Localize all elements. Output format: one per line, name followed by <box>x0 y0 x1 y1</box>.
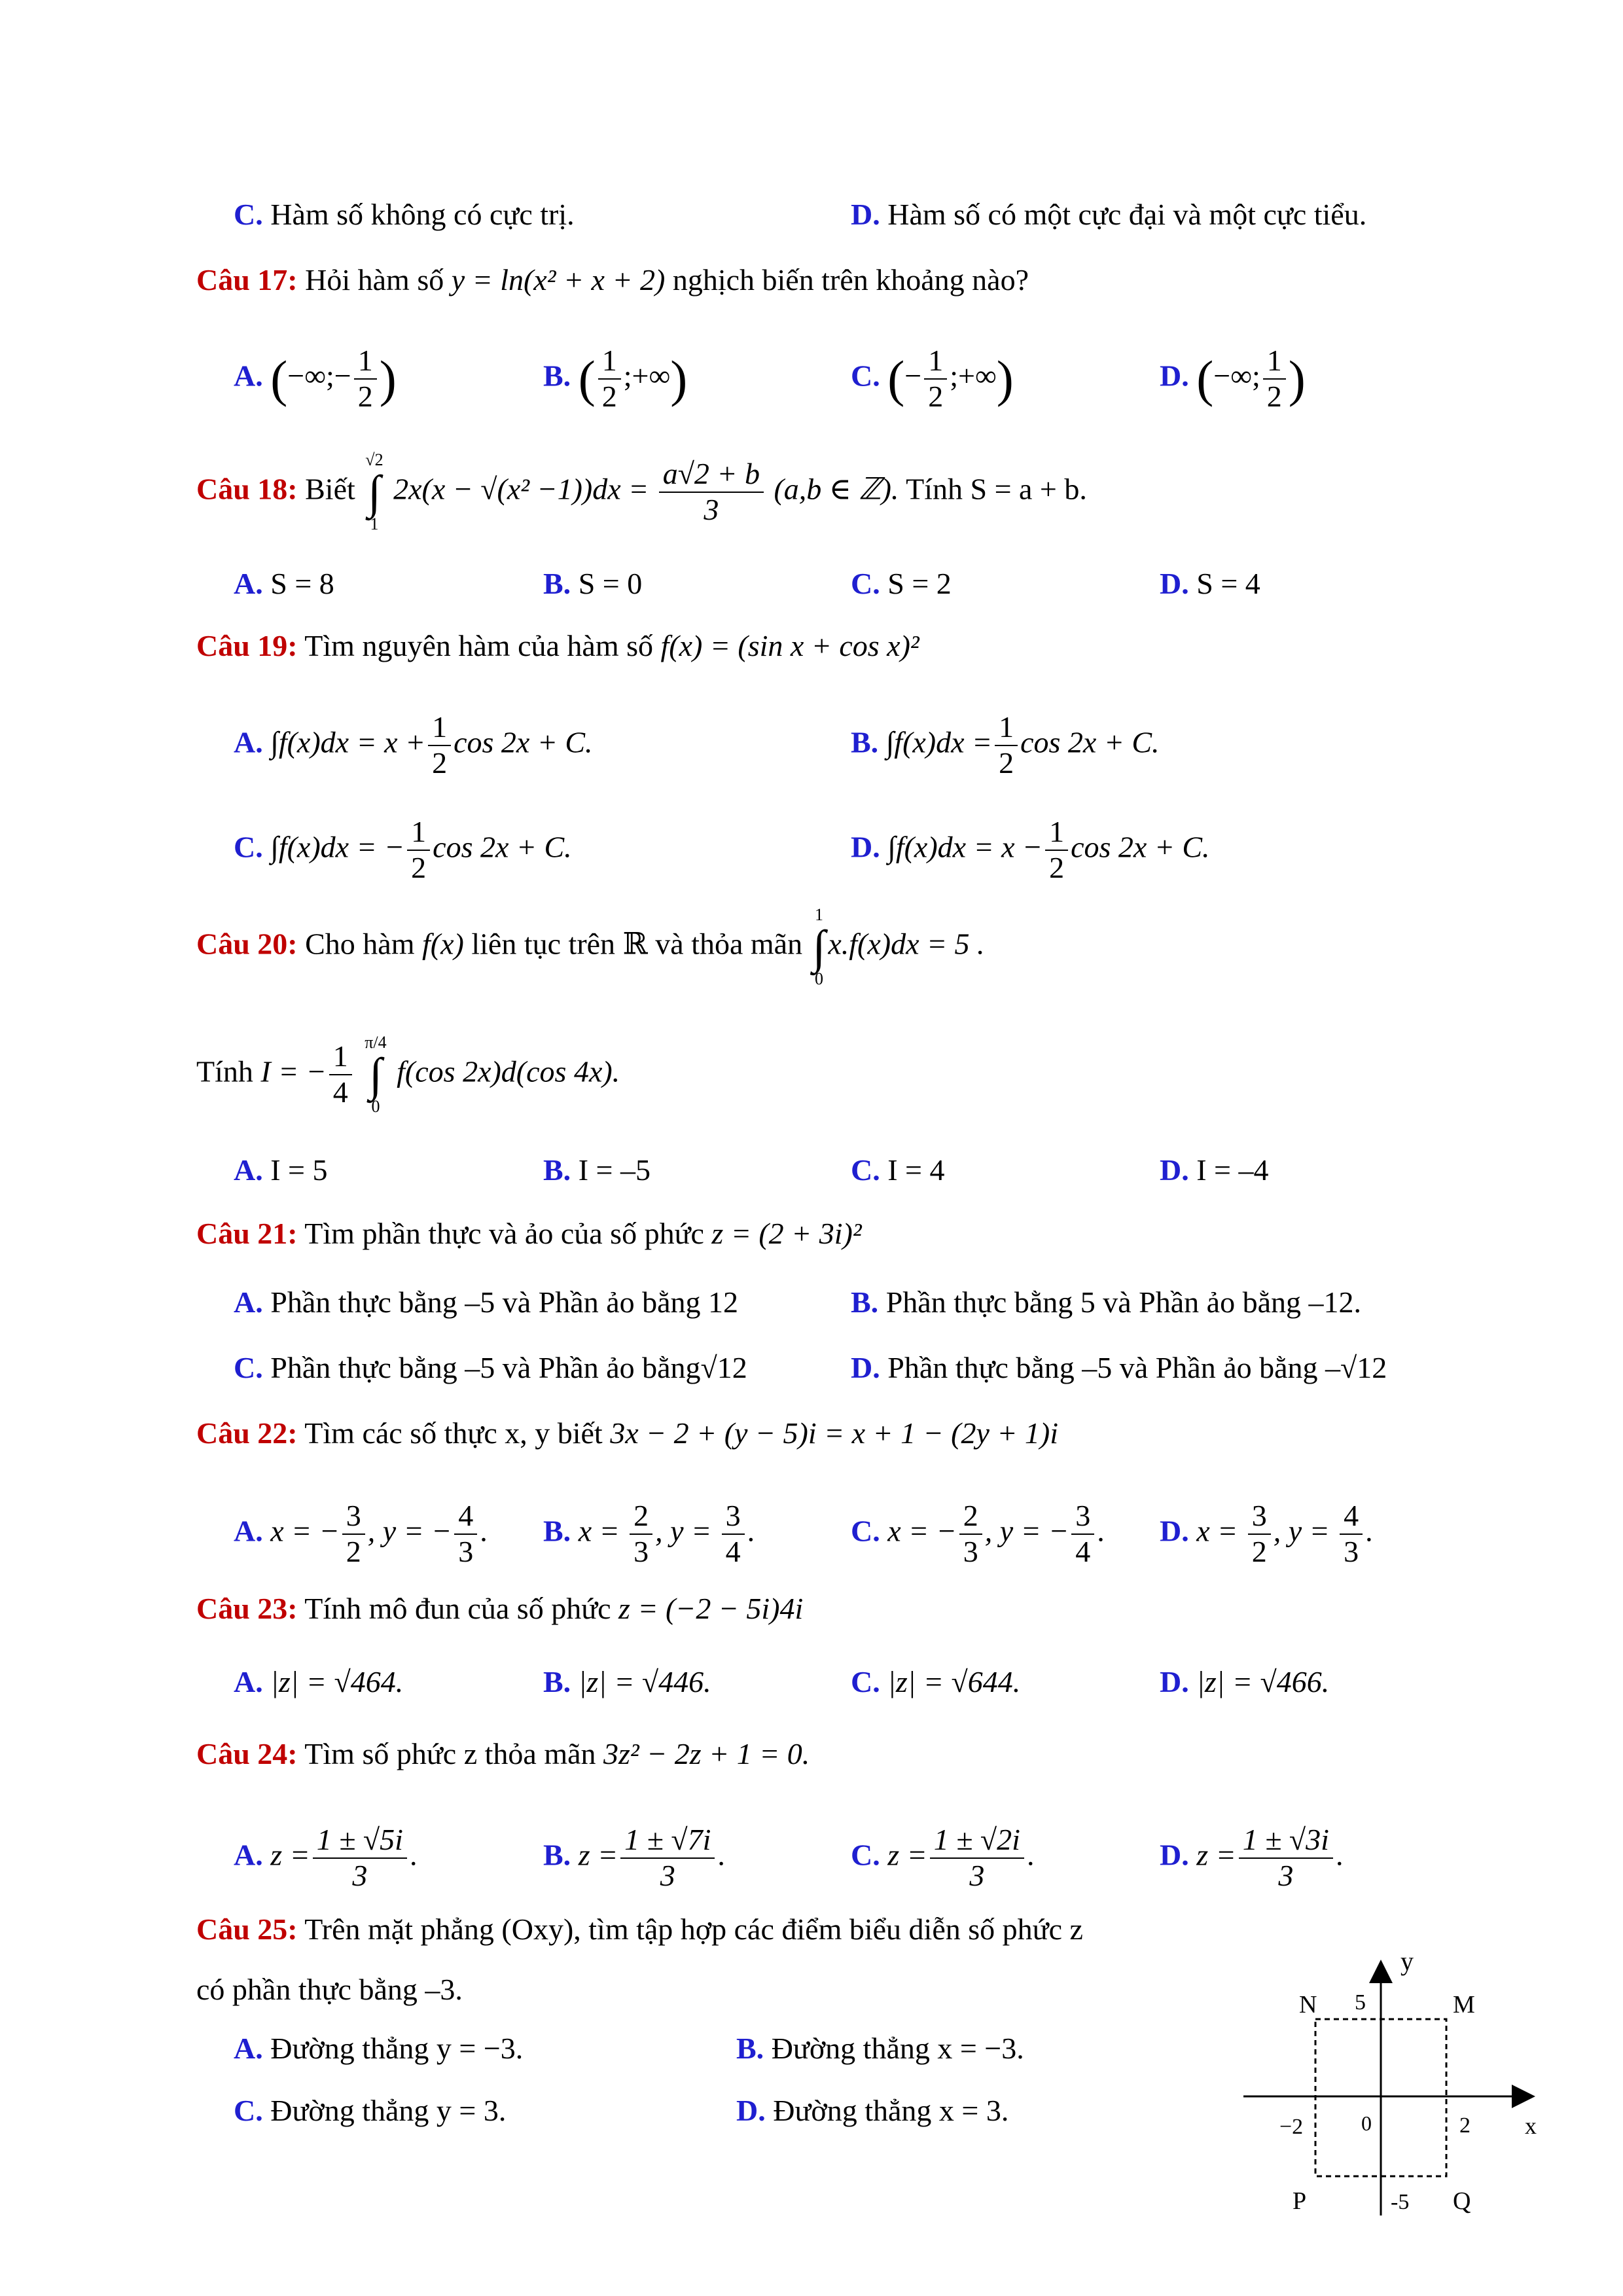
tick-neg-2: −2 <box>1279 2115 1304 2139</box>
point-m: M <box>1453 1991 1475 2018</box>
q24-option-b: B. z = $\frac{1 \pm √7i}{3}$ . <box>543 1823 725 1892</box>
q23-option-d: D. |z| = √466. <box>1160 1665 1330 1698</box>
q17-stem: Câu 17: Hỏi hàm số y = ln(x² + x + 2) nghịch biến trên khoảng nào? <box>196 263 1029 296</box>
q16-option-d: D. Hàm số có một cực đại và một cực tiểu. <box>851 198 1367 231</box>
q24-option-c: C. z = $\frac{1 \pm √2i}{3}$ . <box>851 1823 1035 1892</box>
q17-option-a: A. (−∞;− $\frac{1}{2}$ ) <box>234 344 397 413</box>
q16-option-c: C. Hàm số không có cực trị. <box>234 198 575 231</box>
point-q: Q <box>1453 2187 1471 2215</box>
q20-option-a: A. I = 5 <box>234 1153 328 1187</box>
q23-option-c: C. |z| = √644. <box>851 1665 1021 1698</box>
q21-option-b: B. Phần thực bằng 5 và Phần ảo bằng –12. <box>851 1285 1361 1319</box>
q23-option-a: A. |z| = √464. <box>234 1665 404 1698</box>
q18-stem: Câu 18: Biết √2 ∫ 1 2x(x − √(x² −1))dx = $\frac{a√2 + b}{3}$ (a,b ∈ ℤ). Tính S = a + b. <box>196 450 1087 533</box>
q20-compute: Tính I = − $\frac{1}{4}$ π/4 ∫ 0 f(cos 2x)d(cos 4x). <box>196 1033 620 1116</box>
q18-option-b: B. S = 0 <box>543 567 643 600</box>
q25-option-b: B. Đường thẳng x = −3. <box>736 2032 1024 2065</box>
point-p: P <box>1293 2187 1307 2215</box>
q21-option-a: A. Phần thực bằng –5 và Phần ảo bằng 12 <box>234 1285 739 1319</box>
origin: 0 <box>1361 2111 1372 2135</box>
x-axis-label: x <box>1525 2113 1537 2139</box>
q23-stem: Câu 23: Tính mô đun của số phức z = (−2 − 5i)4i <box>196 1592 804 1625</box>
q20-option-c: C. I = 4 <box>851 1153 945 1187</box>
q17-option-c: C. (− $\frac{1}{2}$ ;+∞) <box>851 344 1014 413</box>
q22-option-d: D. x = $\frac{3}{2}$ , y = $\frac{4}{3}$ . <box>1160 1499 1373 1568</box>
tick-5: 5 <box>1355 1990 1366 2015</box>
q19-option-c: C. ∫f(x)dx = − $\frac{1}{2}$ cos 2x + C. <box>234 815 572 884</box>
q19-stem: Câu 19: Tìm nguyên hàm của hàm số f(x) = (sin x + cos x)² <box>196 629 919 662</box>
point-n: N <box>1299 1991 1317 2018</box>
q20-option-d: D. I = –4 <box>1160 1153 1269 1187</box>
q17-option-b: B. ( $\frac{1}{2}$ ;+∞) <box>543 344 688 413</box>
q18-option-a: A. S = 8 <box>234 567 334 600</box>
q22-option-b: B. x = $\frac{2}{3}$ , y = $\frac{3}{4}$ . <box>543 1499 755 1568</box>
coordinate-figure <box>1230 1944 1558 2225</box>
q18-option-c: C. S = 2 <box>851 567 952 600</box>
q25-option-a: A. Đường thẳng y = −3. <box>234 2032 524 2065</box>
q19-option-a: A. ∫f(x)dx = x + $\frac{1}{2}$ cos 2x + C. <box>234 710 593 780</box>
q21-option-c: C. Phần thực bằng –5 và Phần ảo bằng√12 <box>234 1351 747 1384</box>
q22-stem: Câu 22: Tìm các số thực x, y biết 3x − 2 + (y − 5)i = x + 1 − (2y + 1)i <box>196 1416 1059 1450</box>
q25-option-c: C. Đường thẳng y = 3. <box>234 2094 507 2127</box>
tick-neg-5: -5 <box>1391 2190 1410 2214</box>
q22-option-a: A. x = − $\frac{3}{2}$ , y = − $\frac{4}{3}$ . <box>234 1499 488 1568</box>
q21-option-d: D. Phần thực bằng –5 và Phần ảo bằng –√12 <box>851 1351 1387 1384</box>
q25-stem-2: có phần thực bằng –3. <box>196 1973 463 2006</box>
q24-stem: Câu 24: Tìm số phức z thỏa mãn 3z² − 2z + 1 = 0. <box>196 1737 810 1770</box>
q25-option-d: D. Đường thẳng x = 3. <box>736 2094 1009 2127</box>
q20-option-b: B. I = –5 <box>543 1153 651 1187</box>
q20-stem: Câu 20: Cho hàm f(x) liên tục trên ℝ và thỏa mãn 1 ∫ 0 x.f(x)dx = 5 . <box>196 905 985 988</box>
q23-option-b: B. |z| = √446. <box>543 1665 711 1698</box>
q19-option-b: B. ∫f(x)dx = $\frac{1}{2}$ cos 2x + C. <box>851 710 1160 780</box>
q22-option-c: C. x = − $\frac{2}{3}$ , y = − $\frac{3}{4}$ . <box>851 1499 1105 1568</box>
q17-option-d: D. (−∞; $\frac{1}{2}$ ) <box>1160 344 1306 413</box>
q21-stem: Câu 21: Tìm phần thực và ảo của số phức z = (2 + 3i)² <box>196 1217 862 1250</box>
q24-option-d: D. z = $\frac{1 \pm √3i}{3}$ . <box>1160 1823 1344 1892</box>
q24-option-a: A. z = $\frac{1 \pm √5i}{3}$ . <box>234 1823 418 1892</box>
tick-2: 2 <box>1459 2113 1471 2138</box>
q25-stem: Câu 25: Trên mặt phẳng (Oxy), tìm tập hợp các điểm biểu diễn số phức z <box>196 1912 1083 1946</box>
q19-option-d: D. ∫f(x)dx = x − $\frac{1}{2}$ cos 2x + C. <box>851 815 1210 884</box>
y-axis-label: y <box>1400 1946 1414 1976</box>
q18-option-d: D. S = 4 <box>1160 567 1260 600</box>
